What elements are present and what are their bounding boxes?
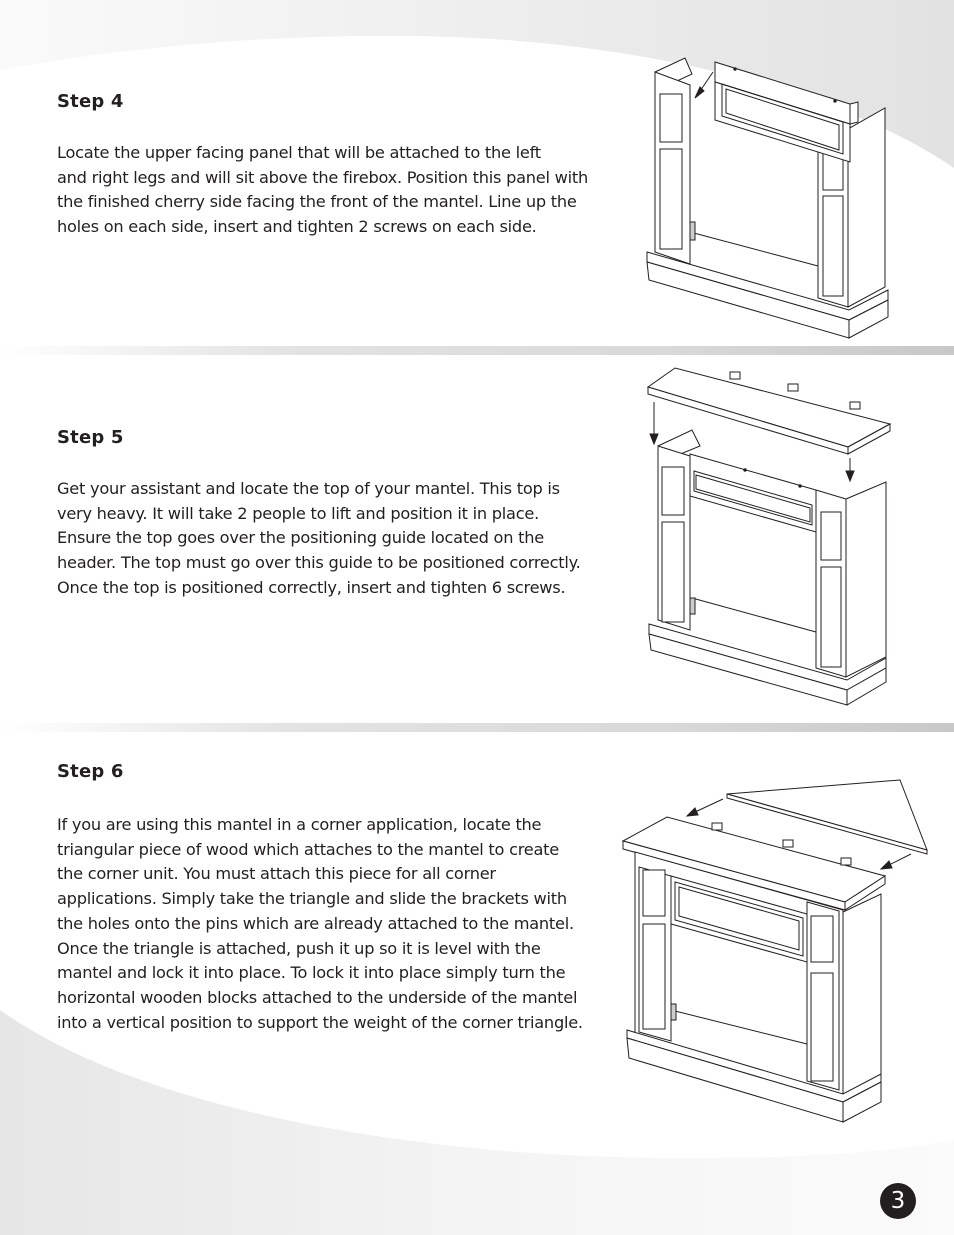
text-line: header. The top must go over this guide to be positioned correctly. — [57, 553, 581, 573]
text-line: Once the top is positioned correctly, insert and tighten 6 screws. — [57, 577, 566, 597]
step-4-text — [57, 141, 588, 240]
step-6-illustration — [615, 772, 945, 1124]
step-4-title: Step 4 — [57, 91, 124, 112]
text-line: Get your assistant and locate the top of your mantel. This top is — [57, 479, 560, 498]
text-line: into a vertical position to support the weight of the corner triangle. — [57, 1012, 583, 1032]
step-4-illustration — [640, 42, 895, 342]
page-number: 3 — [880, 1183, 916, 1219]
text-line: Ensure the top goes over the positioning guide located on the — [57, 528, 544, 548]
text-line: holes on each side, insert and tighten 2 screws on each side. — [57, 217, 537, 237]
text-line: Once the triangle is attached, push it up so it is level with the — [57, 938, 541, 958]
text-line: triangular piece of wood which attaches to the mantel to create — [57, 839, 559, 859]
text-line: mantel and lock it into place. To lock it into place simply turn the — [57, 963, 566, 983]
step-6-title: Step 6 — [57, 761, 124, 782]
text-line: the holes onto the pins which are already attached to the mantel. — [57, 913, 574, 933]
text-line: Locate the upper facing panel that will be attached to the left — [57, 143, 541, 162]
text-line: the finished cherry side facing the front of the mantel. Line up the — [57, 192, 577, 212]
step-5-title: Step 5 — [57, 427, 124, 448]
text-line: and right legs and will sit above the firebox. Position this panel with — [57, 167, 588, 187]
step-6-text — [57, 813, 583, 1035]
step-5-illustration — [640, 362, 895, 707]
text-line: very heavy. It will take 2 people to lift and position it in place. — [57, 503, 539, 523]
text-line: If you are using this mantel in a corner application, locate the — [57, 815, 542, 834]
section-divider — [0, 346, 954, 355]
text-line: applications. Simply take the triangle and slide the brackets with — [57, 889, 567, 909]
text-line: the corner unit. You must attach this piece for all corner — [57, 864, 496, 884]
text-line: horizontal wooden blocks attached to the underside of the mantel — [57, 987, 578, 1007]
section-divider — [0, 723, 954, 732]
step-5-text — [57, 477, 581, 601]
